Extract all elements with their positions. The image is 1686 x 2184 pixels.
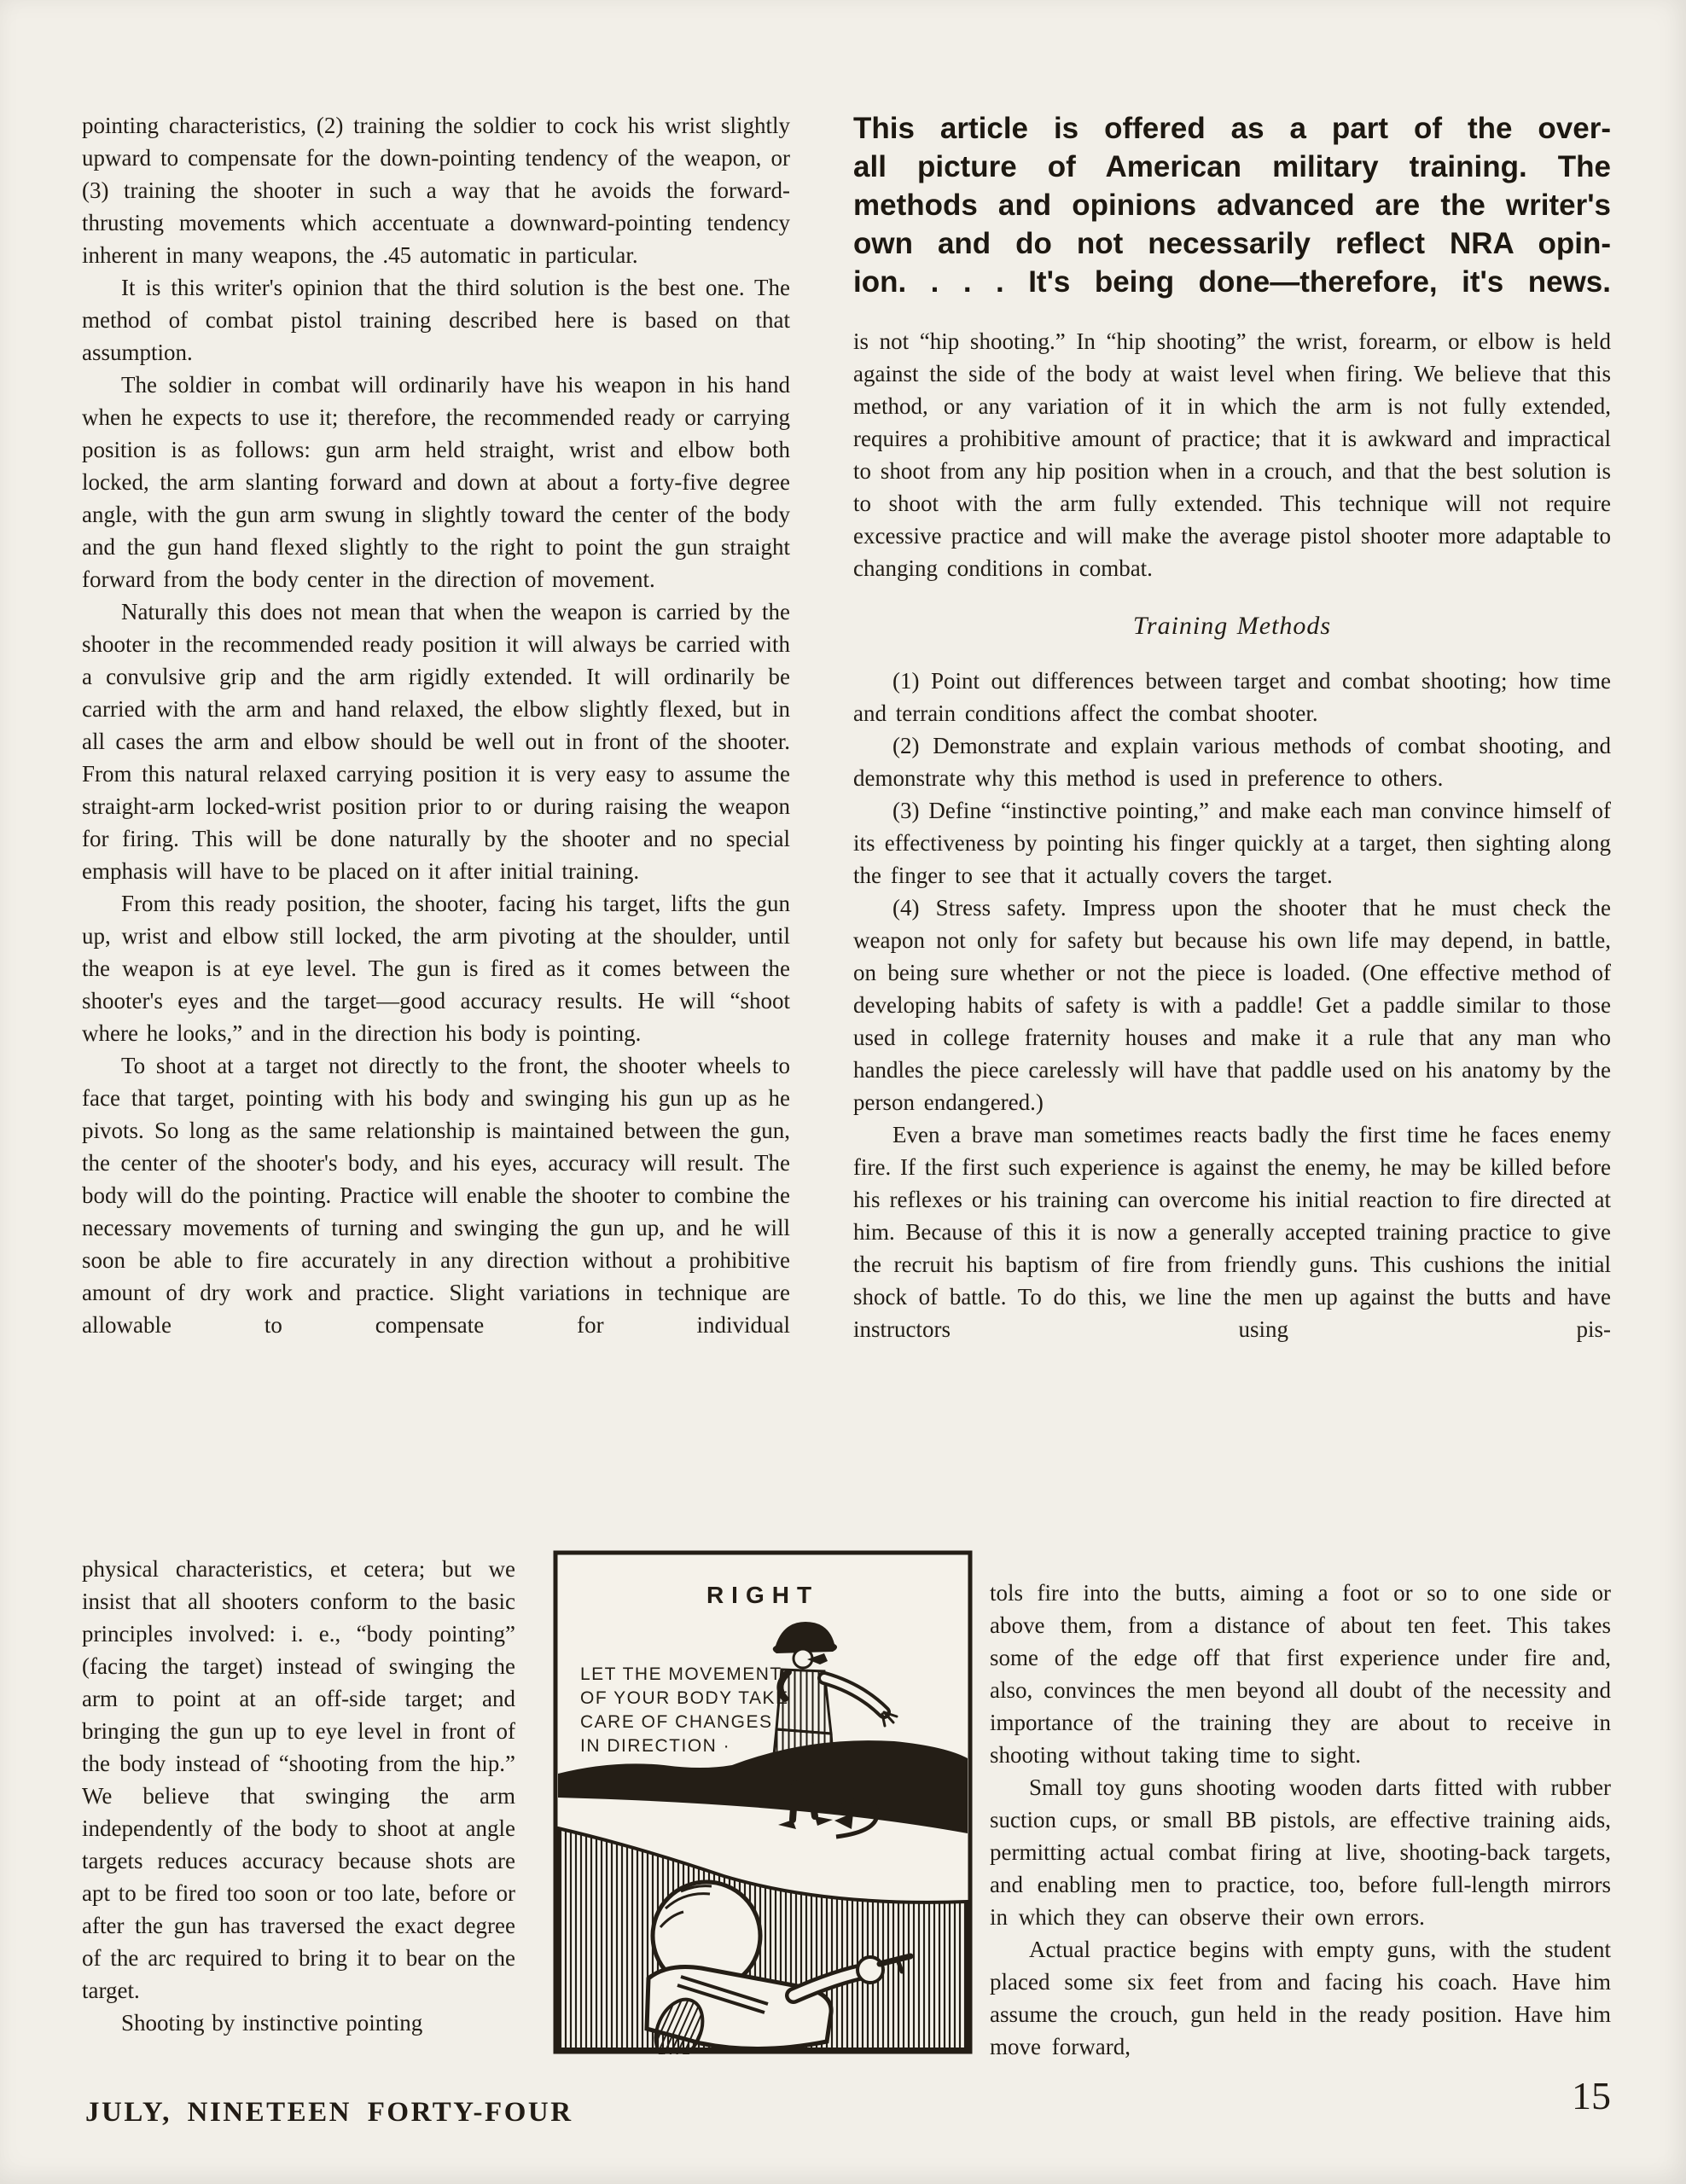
training-method-item: (2) Demonstrate and explain various methods of combat shooting, and demonstrate why this method is used in preference to others. [853,733,1611,791]
article-paragraph: Naturally this does not mean that when the weapon is carried by the shooter in the recommended ready position it will always be carried with a convulsive grip and the arm rigidly extended. It will ordinarily be carried with the arm and hand relaxed, the elbow slightly flexed, but in all cases the arm and elbow should be well out in front of the shooter. From this natural relaxed carrying position it is very easy to assume the straight-arm locked-wrist position prior to or during raising the weapon for firing. This will be done naturally by the shooter and no special emphasis will have to be placed on it after initial training. [82,599,790,884]
right-column-body [853,325,1611,1424]
editor-note-line: all picture of American military training. The [853,150,1611,183]
article-paragraph: Actual practice begins with empty guns, with the student placed some six feet from and facing his coach. Have him assume the crouch, gun held in the ready position. Have him move forward, [990,1937,1611,2059]
editor-note-line: own and do not necessarily reflect NRA opin- [853,227,1611,260]
article-paragraph: The soldier in combat will ordinarily have his weapon in his hand when he expects to use it; therefore, the recommended ready or carrying position is as follows: gun arm held straight, wrist and elbow both locked, the arm slanting forward and down at about a forty-five degree angle, with the gun arm swung in slightly toward the center of the body and the gun hand flexed slightly to the right to point the gun straight forward from the body center in the direction of movement. [82,372,790,592]
article-paragraph: From this ready position, the shooter, facing his target, lifts the gun up, wrist and elbow still locked, the arm pivoting at the shoulder, until the weapon is at eye level. The gun is fired as it comes between the shooter's eyes and the target—good accuracy results. He will “shoot where he looks,” and in the direction his body is pointing. [82,891,790,1046]
section-heading: Training Methods [1132,612,1332,640]
training-method-item: (1) Point out differences between target and combat shooting; how time and terrain conditions affect the combat shooter. [853,668,1611,726]
right-column-narrow [990,1577,1611,2106]
editor-note-line: This article is offered as a part of the over- [853,112,1611,145]
illustration-caption-line: OF YOUR BODY TAKE [580,1688,789,1708]
training-illustration [553,1550,973,2054]
training-method-item: (3) Define “instinctive pointing,” and make each man convince himself of its effectiveness by pointing his finger quickly at a target, then sighting along the finger to see that it actually covers the target. [853,798,1611,888]
page-number: 15 [1572,2074,1611,2117]
article-paragraph: It is this writer's opinion that the third solution is the best one. The method of combat pistol training described here is based on that assumption. [82,275,790,365]
right-column [853,109,1611,1424]
left-column [82,109,790,1551]
article-paragraph: Even a brave man sometimes reacts badly the first time he faces enemy fire. If the first such experience is against the enemy, he may be killed before his reflexes or his training can overcome his initial reaction to fire directed at him. Because of this it is now a generally accepted training practice to give the recruit his baptism of fire from friendly guns. This cushions the initial shock of battle. To do this, we line the men up against the butts and have instructors using pis- [853,1122,1611,1342]
article-paragraph: pointing characteristics, (2) training the soldier to cock his wrist slightly upward to compensate for the down-pointing tendency of the weapon, or (3) training the shooter in such a way that he avoids the forward-thrusting movements which accentuate a downward-pointing tendency inherent in many weapons, the .45 automatic in particular. [82,113,790,268]
article-paragraph: is not “hip shooting.” In “hip shooting” the wrist, forearm, or elbow is held against the side of the body at waist level when firing. We believe that this method, or any variation of it in which the arm is not fully extended, requires a prohibitive amount of practice; that it is awkward and impractical to shoot from any hip position when in a crouch, and that the best solution is to shoot with the arm fully extended. This technique will not require excessive practice and will make the average pistol shooter more adaptable to changing conditions in combat. [853,328,1611,581]
article-paragraph: tols fire into the butts, aiming a foot or so to one side or above them, from a distance of about ten feet. This takes some of the edge off that first experience under fire and, also, convinces the men beyond all doubt of the necessity and importance of the training they are about to receive in shooting without taking time to sight. [990,1580,1611,1768]
editor-note-line: methods and opinions advanced are the writer's [853,189,1611,222]
article-paragraph: Shooting by instinctive pointing [121,2010,423,2036]
editor-note-line: ion. . . . It's being done—therefore, it's news. [853,265,1611,299]
article-paragraph: To shoot at a target not directly to the front, the shooter wheels to face that target, pointing with his body and swinging his gun up as he pivots. So long as the same relationship is maintained between the gun, the center of the shooter's body, and his eyes, accuracy will result. The body will do the pointing. Practice will enable the shooter to combine the necessary movements of turning and swinging the gun up, and he will soon be able to fire accurately in any direction without a prohibitive amount of dry work and practice. Slight variations in technique are allowable to compensate for individual [82,1053,790,1338]
left-column-narrow [82,1553,515,2107]
issue-date: JULY, NINETEEN FORTY-FOUR [85,2097,573,2128]
article-paragraph: physical characteristics, et cetera; but we insist that all shooters conform to the basic principles involved: i. e., “body pointing” (facing the target) instead of swinging the arm to point at an off-side target; and bringing the gun up to eye level in front of the body instead of “shooting from the hip.” We believe that swinging the arm independently of the body to shoot at angle targets reduces accuracy because shots are apt to be fired too soon or too late, before or after the gun has traversed the exact degree of the arc required to bring it to bear on the target. [82,1556,515,2003]
article-paragraph: Small toy guns shooting wooden darts fitted with rubber suction cups, or small BB pistols, are effective training aids, permitting actual combat firing at live, shooting-back targets, and enabling men to practice, too, before full-length mirrors in which they can observe their own errors. [990,1774,1611,1930]
training-method-item: (4) Stress safety. Impress upon the shooter that he must check the weapon not only for safety but because his own life may depend, in battle, on being sure whether or not the piece is loaded. (One effective method of developing habits of safety is with a paddle! Get a paddle similar to those used in college fraternity houses and make it a rule that any man who handles the piece carelessly will have that paddle used on his anatomy by the person endangered.) [853,895,1611,1115]
illustration-label: RIGHT [706,1582,820,1608]
editor-note [853,109,1611,301]
illustration-caption-line: CARE OF CHANGES [580,1712,773,1732]
illustration-caption-line: IN DIRECTION · [580,1736,731,1756]
illustration-caption-line: LET THE MOVEMENT [580,1664,782,1684]
